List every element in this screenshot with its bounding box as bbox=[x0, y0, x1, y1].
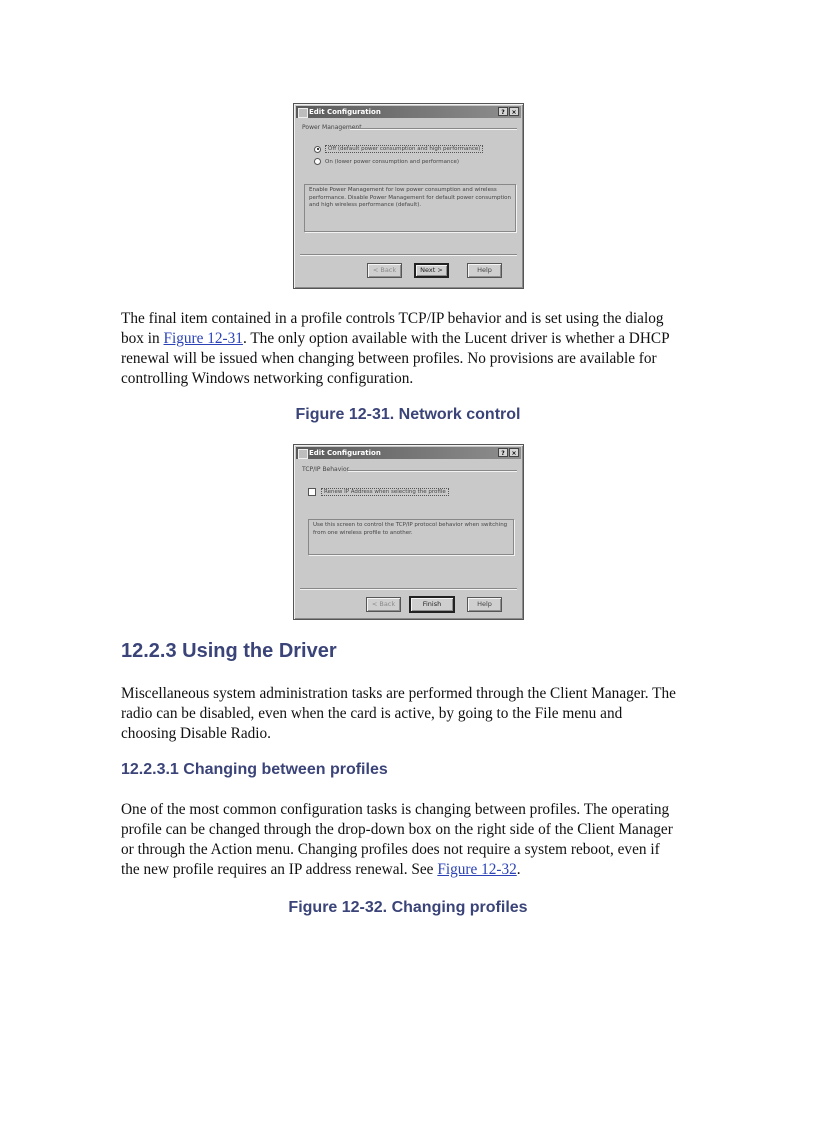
figure-caption-12-32: Figure 12-32. Changing profiles bbox=[288, 899, 528, 916]
button-divider bbox=[300, 254, 517, 256]
section-heading: 12.2.3 Using the Driver bbox=[121, 640, 337, 662]
radio-button-selected[interactable] bbox=[314, 146, 321, 153]
section-label-tcpip: TCP/IP Behavior bbox=[302, 466, 350, 473]
help-button[interactable]: Help bbox=[467, 597, 502, 612]
renew-ip-checkbox-row[interactable] bbox=[308, 488, 449, 496]
group-divider bbox=[350, 128, 517, 130]
help-button[interactable]: Help bbox=[467, 263, 502, 278]
help-title-button[interactable]: ? bbox=[498, 448, 508, 457]
figure-12-32-link[interactable]: Figure 12-32 bbox=[437, 861, 517, 878]
section-label-power-management: Power Management bbox=[302, 124, 362, 131]
radio-option-on[interactable] bbox=[314, 158, 459, 165]
paragraph-tcpip bbox=[121, 309, 681, 389]
back-button[interactable]: < Back bbox=[367, 263, 402, 278]
subsection-heading: 12.2.3.1 Changing between profiles bbox=[121, 761, 388, 778]
radio-label-off: Off (default power consumption and high performance) bbox=[325, 145, 483, 153]
close-icon[interactable]: × bbox=[509, 448, 519, 457]
window-icon bbox=[298, 108, 308, 118]
paragraph-text: The final item contained in a profile controls TCP/IP behavior and is set using the dialog box in bbox=[121, 310, 664, 347]
dialog-title: Edit Configuration bbox=[309, 108, 381, 116]
back-button[interactable]: < Back bbox=[366, 597, 401, 612]
figure-caption-12-31: Figure 12-31. Network control bbox=[295, 406, 521, 423]
radio-button[interactable] bbox=[314, 158, 321, 165]
dialog-title-bar bbox=[296, 447, 521, 459]
finish-button[interactable]: Finish bbox=[409, 596, 455, 613]
power-management-dialog bbox=[293, 103, 524, 289]
figure-12-31-link[interactable]: Figure 12-31 bbox=[163, 330, 243, 347]
radio-label-on: On (lower power consumption and performance) bbox=[325, 158, 460, 165]
paragraph-text: One of the most common configuration tasks is changing between profiles. The operating profile can be changed through the drop-down box on the right side of the Client Manager or through the Action menu. Changing profiles does not require a system reboot, even if the new profile requires an IP address renewal. See bbox=[121, 801, 673, 878]
paragraph-client-manager: Miscellaneous system administration tasks are performed through the Client Manager. The radio can be disabled, even when the card is active, by going to the File menu and choosing Disable Radio. bbox=[121, 685, 676, 742]
next-button[interactable]: Next > bbox=[414, 263, 449, 278]
renew-ip-checkbox[interactable] bbox=[308, 488, 316, 496]
renew-ip-label: Renew IP Address when selecting the profile bbox=[321, 488, 449, 496]
dialog-title-bar bbox=[296, 106, 521, 118]
paragraph-text: . bbox=[516, 861, 521, 878]
description-box: Use this screen to control the TCP/IP protocol behavior when switching from one wireless profile to another. bbox=[308, 519, 514, 555]
button-divider bbox=[300, 588, 517, 590]
help-title-button[interactable]: ? bbox=[498, 107, 508, 116]
close-icon[interactable]: × bbox=[509, 107, 519, 116]
group-divider bbox=[348, 470, 517, 472]
dialog-title: Edit Configuration bbox=[309, 449, 381, 457]
radio-option-off[interactable] bbox=[314, 145, 483, 153]
window-icon bbox=[298, 449, 308, 459]
tcpip-behavior-dialog bbox=[293, 444, 524, 620]
paragraph-text: . The only option available with the Lucent driver is whether a DHCP renewal will be issued when changing between profiles. No provisions are available for controlling Windows networking configuration. bbox=[121, 330, 670, 387]
description-box: Enable Power Management for low power consumption and wireless performance. Disable Power Management for default power consumption and high wireless performance (default). bbox=[304, 184, 516, 232]
paragraph-changing-profiles bbox=[121, 800, 681, 880]
